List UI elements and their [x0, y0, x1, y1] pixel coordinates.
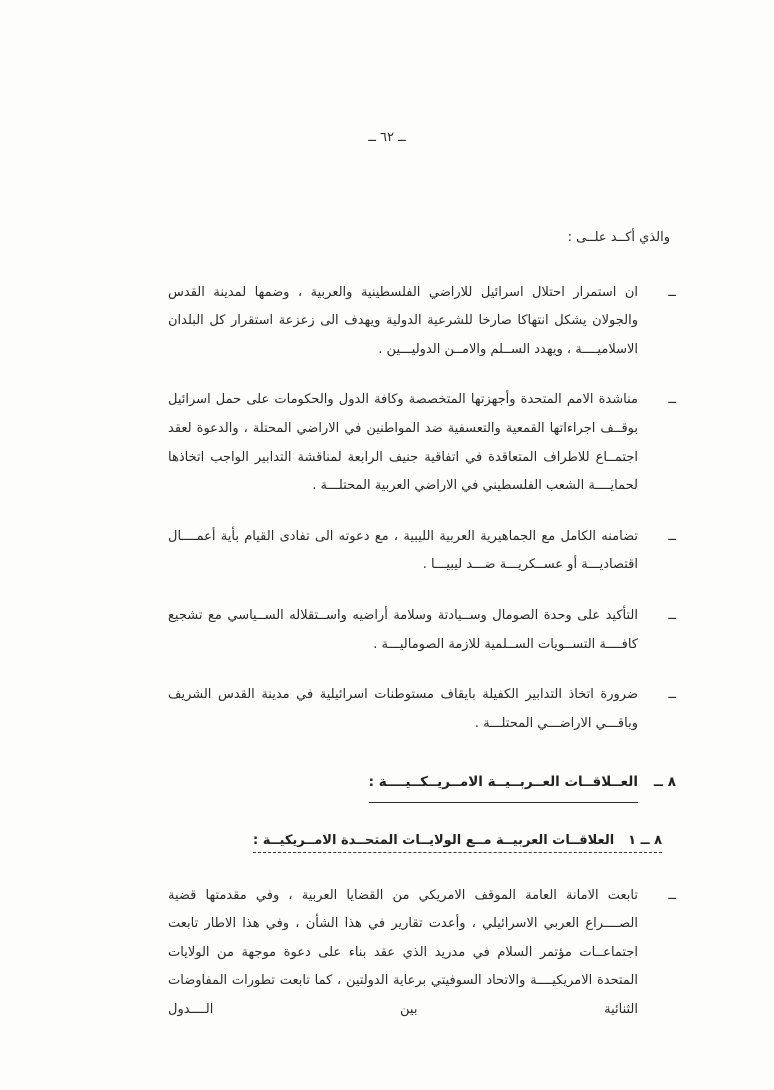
document-body: [168, 224, 676, 1047]
subsection-number: ٨ ــ ١: [628, 833, 662, 848]
bullet-dash-icon: ــ: [668, 392, 676, 408]
section-title: العــلاقــات العــربــيــة الامــريــكــيــــة :: [369, 768, 638, 803]
section-heading: [168, 768, 676, 803]
bullet-dash-icon: ــ: [668, 284, 676, 300]
intro-line: والذي أكــد علــى :: [567, 230, 670, 245]
page-number: ــ ٦٢ ــ: [368, 130, 406, 145]
subsection-heading: [168, 827, 662, 856]
bullet-text: مناشدة الامم المتحدة وأجهزتها المتخصصة وكافة الدول والحكومات على حمل اسرائيل بوقــف اجراءاتها القمعية والتعسفية ضد المواطنين في الاراضي المحتلة ، والدعوة لعقد اجتمــاع للاطراف المتعاقدة في اتفاقية جنيف الرابعة لمناقشة التدابير الواجب اتخاذها لحمايــــة الشعب الفلسطيني في الاراضي العربية المحتلـــة .: [168, 392, 638, 494]
bullet-text: التأكيد على وحدة الصومال وســيادتة وسلامة أراضيه واســتقلاله الســياسي مع تشجيع كافــــة التســويات الســلمية للازمة الصوماليـــة .: [168, 607, 638, 652]
list-item: [168, 602, 676, 659]
bullet-dash-icon: ــ: [668, 607, 676, 623]
paragraph-text: تابعت الامانة العامة الموقف الامريكي من القضايا العربية ، وفي مقدمتها قضية الصــــراع العربي الاسرائيلي ، وأعدت تقارير في هذا الشأن ، وفي هذا الاطار تابعت اجتماعــات مؤتمر السلام في مدريد الذي عقد بناء على دعوة موجهة من الولايات المتحدة الامريكيــــة والاتحاد السوفيتي برعاية الدولتين ، كما تابعت تطورات المفاوضات الثنائية بين الــــدول: [168, 887, 638, 1017]
list-item: [168, 882, 676, 1025]
subsection-title: العلاقــات العربيــة مــع الولايــات المتحــدة الامــريكيــة :: [253, 833, 615, 848]
bullet-dash-icon: ــ: [668, 687, 676, 703]
bullet-text: ضرورة اتخاذ التدابير الكفيلة بايقاف مستوطنات اسرائيلية في مدينة القدس الشريف وباقـــي الاراضـــي المحتلـــة .: [168, 687, 638, 731]
bullet-dash-icon: ــ: [668, 887, 676, 903]
bullet-dash-icon: ــ: [668, 528, 676, 544]
list-item: [168, 681, 676, 738]
list-item: [168, 386, 676, 500]
section-number: ٨ ــ: [653, 774, 676, 791]
list-item: [168, 523, 676, 580]
bullet-text: ان استمرار احتلال اسرائيل للاراضي الفلسطينية والعربية ، وضمها لمدينة القدس والجولان يشكل انتهاكا صارخا للشرعية الدولية ويهدف الى زعزعة استقرار كل البلدان الاسلاميــــة ، ويهدد الســلم والامــن الدوليـــين .: [168, 284, 638, 357]
list-item: [168, 279, 676, 365]
subsection-title-wrap: [253, 833, 662, 853]
bullet-text: تضامنه الكامل مع الجماهيرية العربية الليبية ، مع دعوته الى تفادى القيام بأية أعمــــال اقتصاديـــة أو عســكريـــة ضـــد ليبيـــا .: [168, 528, 638, 573]
